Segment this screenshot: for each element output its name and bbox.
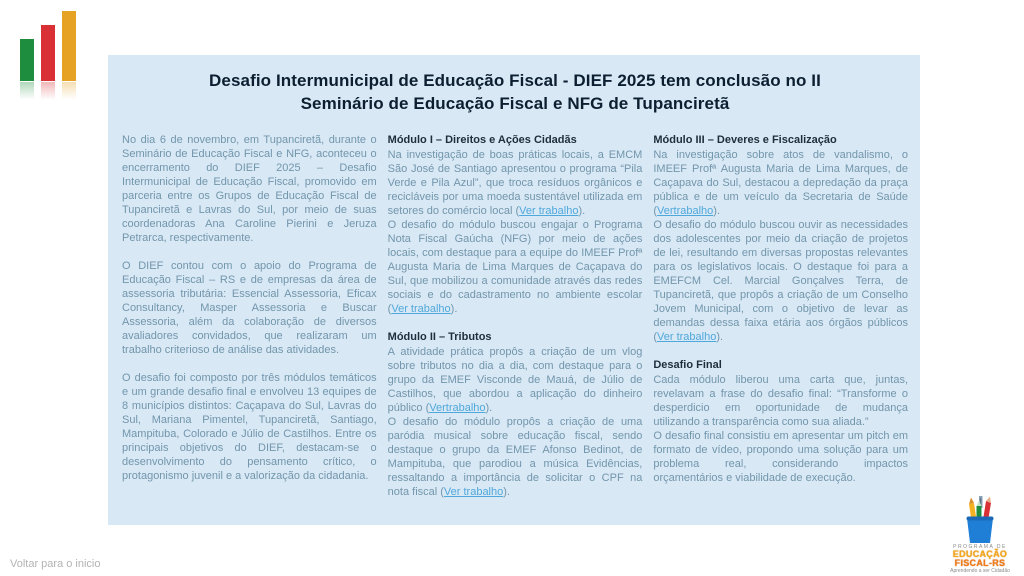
ver-trabalho-link[interactable]: Vertrabalho bbox=[429, 402, 486, 414]
column-modules-1-2 bbox=[388, 133, 643, 499]
body-paragraph: O desafio do módulo buscou engajar o Programa Nota Fiscal Gaúcha (NFG) por meio de ações locais, com destaque para a equipe do IMEEF Profª Augusta Maria de Lima Marques de Caçapava do Sul, que mobilizou a comunidade através das redes sociais e do cadastramento no ambiente escolar (Ver trabalho). bbox=[387, 219, 643, 315]
program-logo bbox=[948, 496, 1012, 574]
page-title-line1: Desafio Intermunicipal de Educação Fiscal - DIEF 2025 tem conclusão no II bbox=[209, 71, 821, 90]
bar-chart-bars bbox=[20, 10, 76, 81]
column-intro bbox=[122, 133, 377, 499]
section-heading: Módulo II – Tributos bbox=[387, 331, 492, 343]
logo-fiscal-rs: FISCAL-RS bbox=[954, 558, 1006, 569]
logo-tagline: Aprendendo a ser Cidadão bbox=[950, 567, 1010, 574]
logo-educacao: EDUCAÇÃO bbox=[952, 548, 1008, 559]
back-to-start-link[interactable]: Voltar para o inicio bbox=[10, 558, 101, 570]
green-bar bbox=[20, 39, 34, 81]
ver-trabalho-link[interactable]: Vertrabalho bbox=[657, 205, 714, 217]
bar-chart-icon bbox=[20, 10, 76, 104]
body-paragraph: Na investigação de boas práticas locais, a EMCM São José de Santiago apresentou o programa “Pila Verde e Pila Azul”, que troca resíduos orgânicos e recicláveis por uma moeda sustentável utilizada em setores do comércio local (Ver trabalho). bbox=[387, 149, 643, 217]
section-heading: Desafio Final bbox=[653, 359, 722, 371]
pencil-cup-icon bbox=[960, 496, 1000, 544]
body-paragraph: O DIEF contou com o apoio do Programa de Educação Fiscal – RS e de empresas da área de assessoria tributária: Essencial Assessoria, Eficax Consultancy, Masper Assessoria e Buscar Assessoria, além da colaboração de diversos avaliadores convidados, que realizaram um trabalho criterioso de análise das atividades. bbox=[122, 260, 377, 356]
body-paragraph: O desafio foi composto por três módulos temáticos e um grande desafio final e envolveu 13 equipes de 8 municípios distintos: Caçapava do Sul, Lavras do Sul, Mariana Pimentel, Tupanciretã, Santiago, Mampituba, Colorado e Júlio de Castilhos. Entre os principais objetivos do DIEF, destacam-se o desenvolvimento do pensamento crítico, o protagonismo juvenil e a valorização da cidadania. bbox=[122, 372, 377, 482]
page-title bbox=[122, 69, 908, 115]
column-module-3-final bbox=[653, 133, 908, 499]
content-panel bbox=[108, 55, 920, 525]
bar-chart-reflection bbox=[20, 82, 76, 104]
page-title-line2: Seminário de Educação Fiscal e NFG de Tupanciretã bbox=[300, 94, 730, 113]
body-paragraph: No dia 6 de novembro, em Tupanciretã, durante o Seminário de Educação Fiscal e NFG, aconteceu o encerramento do DIEF 2025 – Desafio Intermunicipal de Educação Fiscal, promovido em parceria entre os Grupos de Educação Fiscal de Tupanciretã e Lavras do Sul, por meio de suas coordenadoras Ana Caroline Pierini e Jeruza Petrarca, respectivamente. bbox=[122, 134, 377, 244]
body-paragraph: Na investigação sobre atos de vandalismo, o IMEEF Profª Augusta Maria de Lima Marques, de Caçapava do Sul, destacou a depredação da praça pública e de um veículo da Secretaria de Saúde (Vertrabalho). bbox=[653, 149, 909, 217]
ver-trabalho-link[interactable]: Ver trabalho bbox=[391, 303, 451, 315]
orange-bar bbox=[62, 11, 76, 81]
body-paragraph: O desafio do módulo buscou ouvir as necessidades dos adolescentes por meio da criação de projetos de lei, resultando em diversas propostas relevantes para os legislativos locais. O destaque foi para a EMEFCM Cel. Marcial Gonçalves Terra, de Tupanciretã, que propôs a criação de um Conselho Jovem Municipal, com o objetivo de levar as demandas dessa faixa etária aos órgãos públicos (Ver trabalho). bbox=[653, 219, 909, 343]
red-bar bbox=[41, 25, 55, 81]
ver-trabalho-link[interactable]: Ver trabalho bbox=[519, 205, 579, 217]
section-heading: Módulo III – Deveres e Fiscalização bbox=[653, 134, 837, 146]
body-paragraph: Cada módulo liberou uma carta que, juntas, revelavam a frase do desafio final: “Transforme o desperdicio em oportunidade de mudança utilizando a transparência como sua aliada.” bbox=[653, 374, 909, 428]
text-columns bbox=[122, 133, 908, 499]
body-paragraph: O desafio final consistiu em apresentar um pitch em formato de vídeo, propondo uma solução para um problema real, considerando impactos orçamentários e viabilidade de execução. bbox=[653, 430, 909, 484]
ver-trabalho-link[interactable]: Ver trabalho bbox=[657, 331, 717, 343]
logo-program-de: PROGRAMA DE bbox=[953, 543, 1007, 550]
ver-trabalho-link[interactable]: Ver trabalho bbox=[443, 486, 504, 498]
body-paragraph: O desafio do módulo propôs a criação de uma paródia musical sobre educação fiscal, sendo destaque o grupo da EMEF Afonso Bedinot, de Mampituba, que parodiou a música Evidências, ressaltando a importância de solicitar o CPF na nota fiscal (Ver trabalho). bbox=[387, 416, 643, 498]
body-paragraph: A atividade prática propôs a criação de um vlog sobre tributos no dia a dia, com destaque para o grupo da EMEF Visconde de Mauá, de Júlio de Castilhos, que abordou a aplicação do dinheiro público (Vertrabalho). bbox=[387, 346, 643, 414]
section-heading: Módulo I – Direitos e Ações Cidadãs bbox=[387, 134, 577, 146]
